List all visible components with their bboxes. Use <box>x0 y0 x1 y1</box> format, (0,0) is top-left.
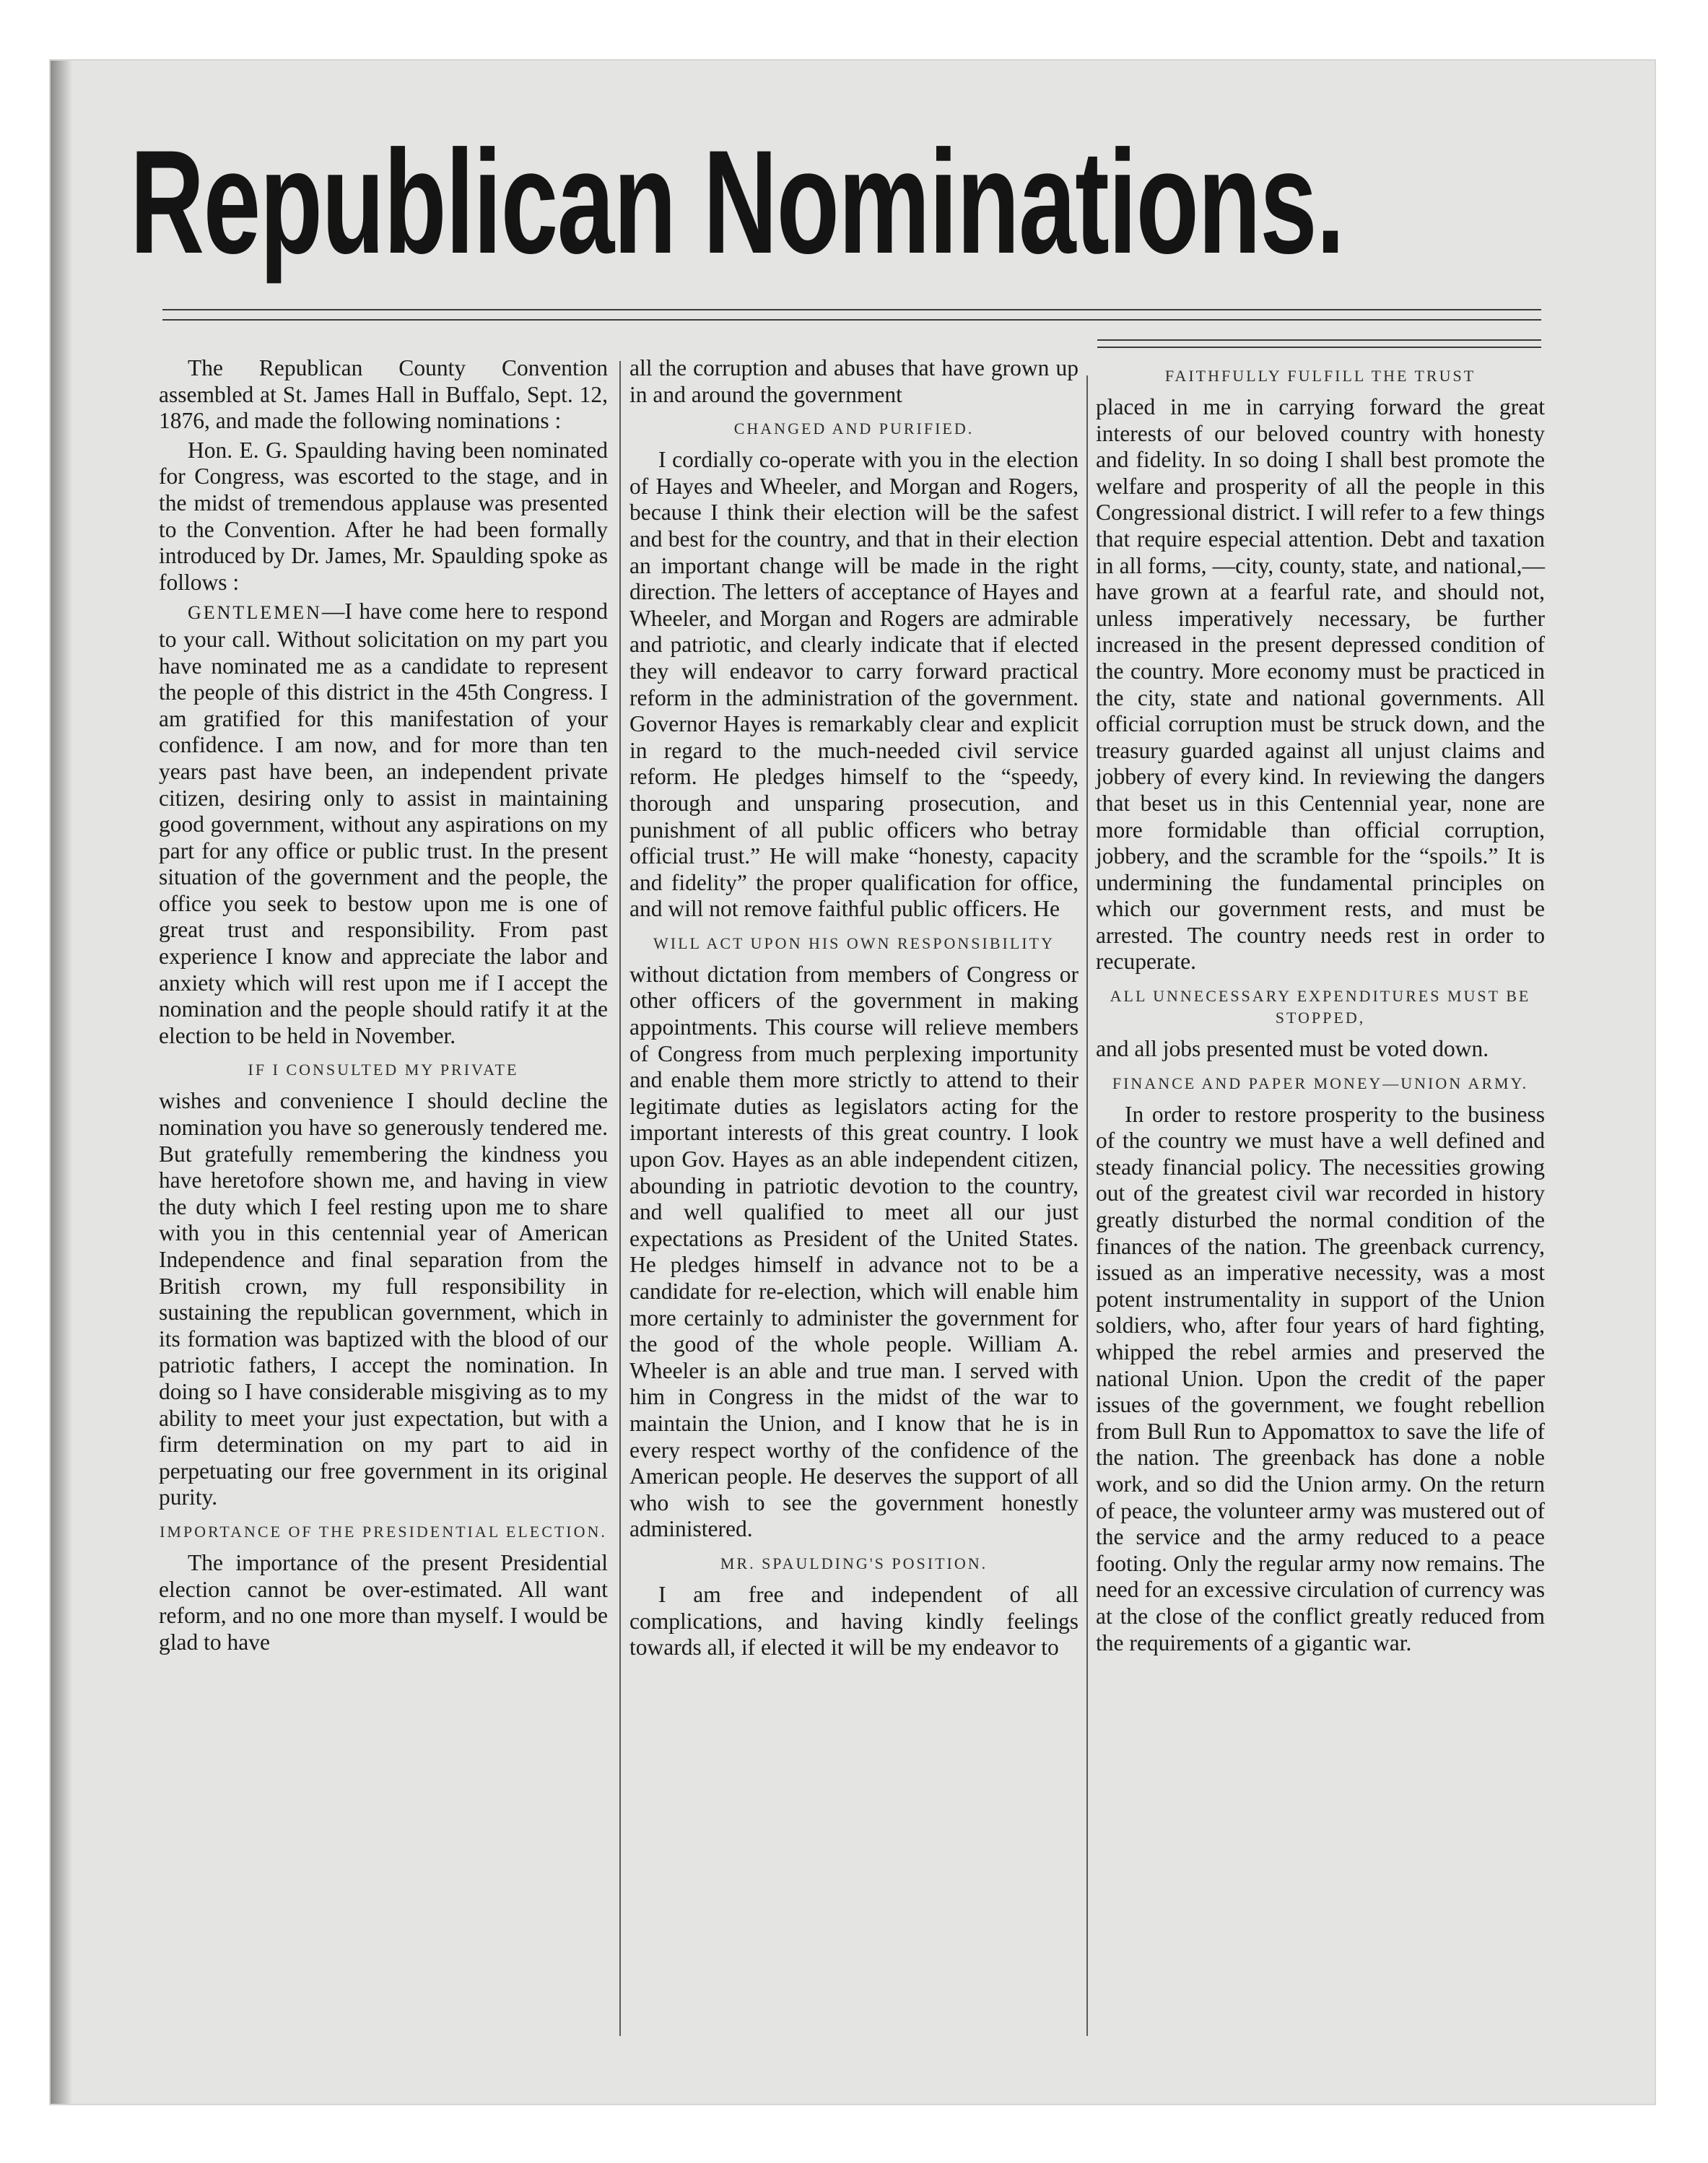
paragraph: The importance of the present Presidential election cannot be over-estimated. All want reform, and no one more than myself. I would be glad to have <box>159 1549 608 1655</box>
paragraph: The Republican County Convention assembled at St. James Hall in Buffalo, Sept. 12, 1876, and made the following nominations : <box>159 355 608 434</box>
paragraph: Hon. E. G. Spaulding having been nominated for Congress, was escorted to the stage, and in the midst of tremendous applause was presented to the Convention. After he had been formally introduced by Dr. James, Mr. Spaulding spoke as follows : <box>159 437 608 595</box>
section-heading: FINANCE AND PAPER MONEY—UNION ARMY. <box>1112 1074 1529 1092</box>
section-heading: IF I CONSULTED MY PRIVATE <box>248 1061 519 1079</box>
page-title: Republican Nominations. <box>130 120 1344 284</box>
speech-opening: —I have come here to respond to your call. Without solicitation on my part you have nominated me as a candidate to represent the people of this district in the 45th Congress. I am gratified for this manifestation of your confidence. I am now, and for more than ten years past have been, an independent private citizen, desiring only to assist in maintaining good government, without any aspirations on my part for any office or public trust. In the present situation of the government and the people, the office you seek to bestow upon me is one of great trust and responsibility. From past experience I know and appreciate the labor and anxiety which will rest upon me if I accept the nomination and the people should ratify it at the election to be held in November. <box>159 599 608 1048</box>
paragraph: I cordially co-operate with you in the election of Hayes and Wheeler, and Morgan and Rogers, because I think their election will be the safest and best for the country, and that in their election an important change will be made in the right direction. The letters of acceptance of Hayes and Wheeler, and Morgan and Rogers are admirable and patriotic, and clearly indicate that if elected they will endeavor to carry forward practical reform in the administration of the government. Governor Hayes is remarkably clear and explicit in regard to the much-needed civil service reform. He pledges himself to the “speedy, thorough and unsparing prosecution, and punishment of all public officers who betray official trust.” He will make “honesty, capacity and fidelity” the proper qualification for office, and will not remove faithful public officers. He <box>629 447 1079 922</box>
column-divider-1 <box>619 361 621 2036</box>
paragraph: In order to restore prosperity to the business of the country we must have a well defined and steady financial policy. The necessities growing out of the greatest civil war recorded in history greatly disturbed the normal condition of the finances of the nation. The greenback currency, issued as an imperative necessity, was a most potent instrumentality in support of the Union soldiers, who, after four years of hard fighting, whipped the rebel armies and preserved the national Union. Upon the credit of the paper issues of the government, we fought rebellion from Bull Run to Appomattox to save the life of the nation. The greenback has done a noble work, and so did the Union army. On the return of peace, the volunteer army was mustered out of the service and the army reduced to a peace footing. Only the regular army now remains. The need for an excessive circulation of currency was at the close of the conflict greatly reduced from the requirements of a gigantic war. <box>1096 1101 1545 1655</box>
sheet-shadow-edge <box>51 61 72 2104</box>
column-3 <box>1096 355 1545 1659</box>
section-heading: FAITHFULLY FULFILL THE TRUST <box>1164 367 1476 385</box>
section-heading: CHANGED AND PURIFIED. <box>733 419 975 438</box>
section-heading: WILL ACT UPON HIS OWN RESPONSIBILITY <box>653 933 1055 952</box>
column-1 <box>159 355 608 1658</box>
paragraph: I am free and independent of all complications, and having kindly feelings towards all, if elected it will be my endeavor to <box>629 1581 1079 1661</box>
paragraph <box>159 599 608 1049</box>
column-rule-right <box>1097 339 1541 348</box>
paragraph: wishes and convenience I should decline the nomination you have so generously tendered me. But gratefully remembering the kindness you have heretofore shown me, and having in view the duty which I feel resting upon me to share with you in this centennial year of American Independence and final separation from the British crown, my full responsibility in sustaining the republican government, which in its formation was baptized with the blood of our patriotic fathers, I accept the nomination. In doing so I have considerable misgiving as to my ability to meet your just expectation, but with a firm determination on my part to aid in perpetuating our free government in its original purity. <box>159 1088 608 1510</box>
paragraph: without dictation from members of Congress or other officers of the government in making appointments. This course will relieve members of Congress from much perplexing importunity and enable them more strictly to attend to their legitimate duties as legislators acting for the important interests of this great country. I look upon Gov. Hayes as an able independent citizen, abounding in patriotic devotion to the country, and well qualified to meet all our just expectations as President of the United States. He pledges himself in advance not to be a candidate for re-election, which will enable him more certainly to administer the government for the good of the whole people. William A. Wheeler is an able and true man. I served with him in Congress in the midst of the war to maintain the Union, and I know that he is in every respect worthy of the confidence of the American people. He deserves the support of all who wish to see the government honestly administered. <box>629 961 1079 1542</box>
section-heading: ALL UNNECESSARY EXPENDITURES MUST BE STOPPED, <box>1110 987 1531 1027</box>
paragraph: all the corruption and abuses that have grown up in and around the government <box>629 355 1079 407</box>
paragraph: and all jobs presented must be voted down. <box>1096 1036 1489 1062</box>
title-double-rule <box>162 309 1541 321</box>
column-divider-2 <box>1086 375 1088 2036</box>
column-2 <box>629 355 1079 1664</box>
section-heading: IMPORTANCE OF THE PRESIDENTIAL ELECTION. <box>160 1522 607 1541</box>
paragraph: placed in me in carrying forward the great interests of our beloved country with honesty and fidelity. In so doing I shall best promote the welfare and prosperity of all the people in this Congressional district. I will refer to a few things that require especial attention. Debt and taxation in all forms, —city, county, state, and national,— have grown at a fearful rate, and should not, unless imperatively necessary, be further increased in the present depressed condition of the country. More economy must be practiced in the city, state and national governments. All official corruption must be struck down, and the treasury guarded against all unjust claims and jobbery of every kind. In reviewing the dangers that beset us in this Centennial year, none are more formidable than official corruption, jobbery, and the scramble for the “spoils.” It is undermining the fundamental principles on which our government rests, and must be arrested. The country needs rest in order to recuperate. <box>1096 394 1545 975</box>
section-heading: MR. SPAULDING'S POSITION. <box>720 1554 988 1572</box>
salutation: GENTLEMEN <box>188 602 322 624</box>
